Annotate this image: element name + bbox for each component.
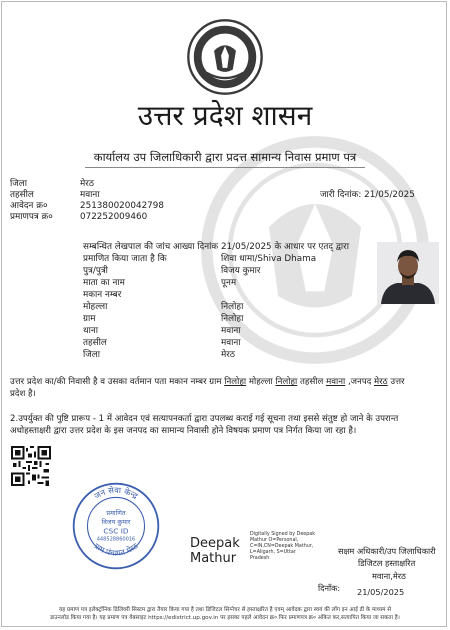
footer-line-1: यह प्रमाण पत्र इलेक्ट्रॉनिक डिलिवरी सिस्टम द्वारा तैयार किया गया है तथा डिजिटल सिग्नेचर से हस्ताक्षरित है एवम् आवेदक द्वारा स्वयं की लॉग इन आई डी के माध्यम से [58, 607, 392, 613]
verification-paragraph [10, 413, 442, 437]
verification-line-2: अधोहस्ताक्षरी द्वारा उत्तर प्रदेश के इस जनपद का सामान्य निवासी होने विषयक प्रमाण पत्र निर्गत किया जा रहा है। [10, 426, 357, 436]
field-value-village: निलोहा [221, 314, 244, 324]
field-value-name: शिवा धामा/Shiva Dhama [221, 254, 317, 264]
application-number-label: आवेदन क्र० [10, 201, 48, 211]
signer-first-name: Deepak [190, 536, 240, 551]
field-value-tehsil: मवाना [221, 338, 241, 348]
residence-text: उत्तर प्रदेश का/की निवासी है व उसका वर्तमान पता मकान नम्बर ग्राम [10, 377, 225, 387]
field-label-father: पुत्र/पुत्री [83, 266, 108, 276]
field-value-mother: पूनम [221, 278, 237, 288]
footer-line-2: डाउनलोड किया गया है। यह प्रमाण पत्र वेबसाइट https://edistrict.up.gov.in पर इसका पहले आवेदन क्र० फिर प्रमाणपत्र क्र० अंकित कर,सत्यापित किया जा सकता है। [50, 615, 400, 621]
signature-detail: C=IN,CN=Deepak Mathur, [250, 544, 314, 549]
csc-stamp-seal [70, 480, 162, 572]
field-label-district: जिला [83, 350, 101, 360]
authority-date-label: दिनाँक: [318, 583, 341, 593]
field-label-house-number: मकान नम्बर [83, 290, 122, 300]
residence-text: प्रदेश है। [10, 389, 36, 399]
svg-text:विजय कुमार: विजय कुमार [101, 518, 131, 527]
certificate-number-value: 072252009460 [80, 212, 148, 222]
certificate-title: कार्यालय उप जिलाधिकारी द्वारा प्रदत्त सामान्य निवास प्रमाण पत्र [0, 150, 450, 165]
field-label-mohalla: मोहल्ला [83, 302, 108, 312]
application-number-value: 251380020042798 [80, 201, 164, 211]
field-value-police-station: मवाना [221, 326, 241, 336]
signature-detail: Digitally Signed by Deepak [250, 532, 316, 537]
field-value-district: मेरठ [221, 350, 235, 360]
tehsil-value: मवाना [80, 190, 100, 200]
field-label-village: ग्राम [83, 314, 96, 324]
svg-text:CSC ID: CSC ID [103, 526, 129, 536]
signer-name [190, 536, 240, 566]
authority-subtitle: डिजिटल हस्ताक्षरित [358, 558, 416, 568]
svg-text:ग्राम पंचायत मेरठ: ग्राम पंचायत मेरठ [92, 541, 140, 558]
residence-mohalla: निलोहा [275, 377, 298, 387]
residence-tehsil: मवाना [326, 377, 346, 387]
certificate-number-label: प्रमाणपत्र क्र० [10, 212, 53, 222]
field-label-police-station: थाना [83, 326, 99, 336]
tehsil-label: तहसील [10, 190, 34, 200]
up-government-emblem-icon [186, 18, 264, 96]
field-value-father: विजय कुमार [221, 266, 261, 276]
person-photo-icon [377, 242, 439, 304]
verification-line-1: 2.उपर्युक्त की पुष्टि प्रारूप - 1 में आवेदन एवं सत्यापनकर्ता द्वारा उपलब्ध कराई गई सूचना तथा इससे संतुष्ट हो जाने के उपरान्त [10, 414, 399, 424]
inquiry-intro-line: सम्बन्धित लेखपाल की जांच आख्या दिनांक 21/05/2025 के आधार पर एतद् द्वारा [83, 242, 350, 252]
field-label-mother: माता का नाम [83, 278, 125, 288]
residence-village: निलोहा [224, 377, 247, 387]
signature-detail: Mathur O=Personal, [250, 538, 299, 543]
government-title: उत्तर प्रदेश शासन [137, 99, 313, 132]
residence-text: मोहल्ला [246, 377, 276, 387]
field-value-mohalla: निलोहा [221, 302, 244, 312]
residence-paragraph [10, 376, 442, 400]
signer-last-name: Mathur [190, 551, 237, 566]
svg-text:प्रमाणित: प्रमाणित [106, 508, 126, 517]
digital-signature-details [250, 532, 330, 562]
signature-detail: Pradesh [250, 556, 270, 561]
authority-title: सक्षम अधिकारी/उप जिलाधिकारी [338, 546, 436, 556]
authority-place: मवाना,मेरठ [372, 571, 406, 581]
residence-district: मेरठ [374, 377, 388, 387]
district-label: जिला [10, 179, 28, 189]
field-label-certified: प्रमाणित किया जाता है कि [83, 254, 167, 264]
footer-note [0, 606, 450, 622]
signature-detail: L=Aligarh, S=Uttar [250, 550, 296, 555]
svg-text:जन सेवा केन्द्र: जन सेवा केन्द्र [92, 484, 140, 501]
field-label-tehsil: तहसील [83, 338, 107, 348]
issue-date: जारी दिनांक: 21/05/2025 [320, 190, 415, 200]
qr-code-icon[interactable] [11, 446, 51, 486]
applicant-photo [377, 242, 439, 304]
residence-text: उत्तर [387, 377, 405, 387]
svg-text:448528860016: 448528860016 [96, 536, 136, 543]
district-value: मेरठ [80, 179, 94, 189]
residence-text: ,जनपद [345, 377, 375, 387]
residence-text: तहसील [297, 377, 327, 387]
authority-date-value: 21/05/2025 [357, 587, 405, 597]
